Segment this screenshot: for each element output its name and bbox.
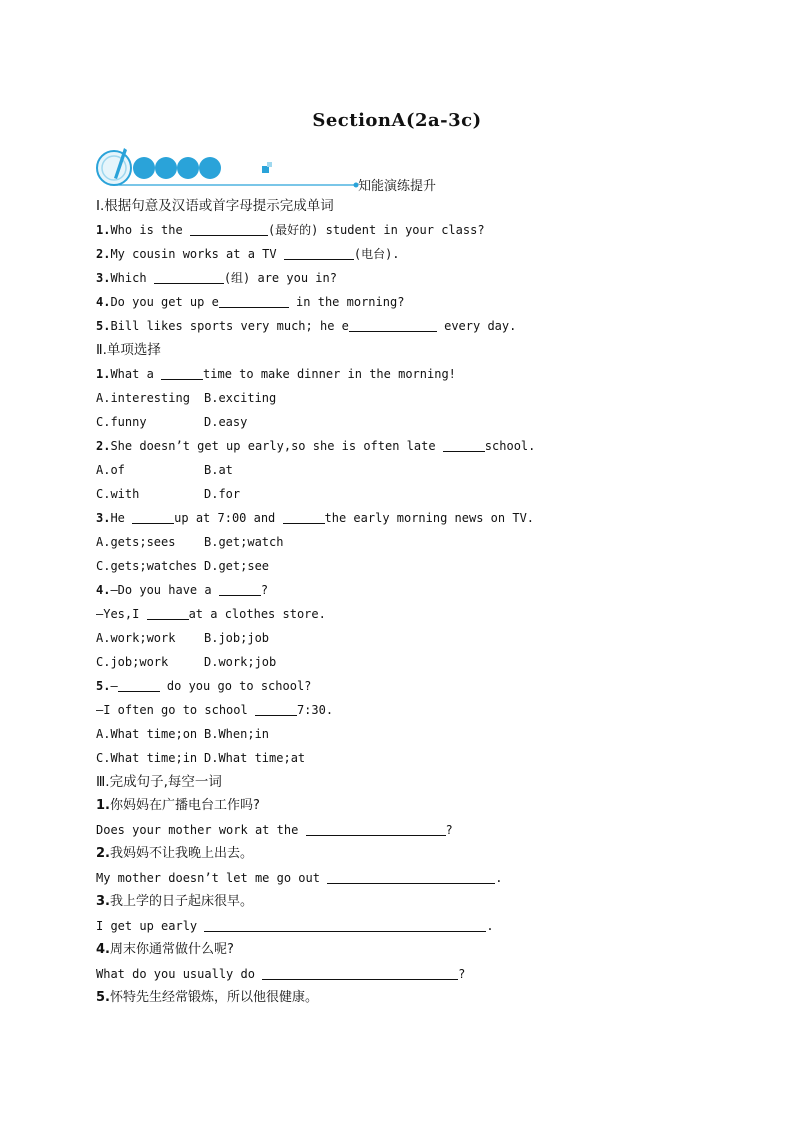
option-a[interactable]: A.interesting (96, 391, 190, 405)
banner-dot (133, 157, 155, 179)
option-b[interactable]: B.job;job (204, 631, 270, 645)
section-heading: Ⅲ.完成句子,每空一词 (96, 774, 222, 790)
option-d[interactable]: D.work;job (204, 655, 277, 669)
option-d[interactable]: D.get;see (204, 559, 270, 573)
options-line (96, 410, 736, 434)
banner-dot (155, 157, 177, 179)
answer-blank[interactable] (147, 605, 189, 620)
options-line (96, 458, 736, 482)
page-title: SectionA(2a-3c) (312, 110, 482, 131)
chinese-prompt: 2.我妈妈不让我晚上出去。 (96, 846, 253, 861)
question-line: 1.What a time to make dinner in the morning! (96, 367, 456, 381)
option-b[interactable]: B.When;in (204, 727, 270, 741)
answer-blank[interactable] (327, 869, 495, 884)
chinese-prompt: 5.怀特先生经常锻炼，所以他很健康。 (96, 990, 318, 1005)
answer-blank[interactable] (154, 269, 224, 284)
answer-blank[interactable] (132, 509, 174, 524)
english-line: My mother doesn’t let me go out . (96, 871, 503, 885)
brush-circle-icon (97, 148, 131, 185)
option-a[interactable]: A.of (96, 463, 125, 477)
answer-blank[interactable] (204, 917, 486, 932)
section-heading: Ⅱ.单项选择 (96, 342, 161, 358)
options-line (96, 482, 736, 506)
option-d[interactable]: D.What time;at (204, 751, 306, 765)
chinese-prompt: 1.你妈妈在广播电台工作吗? (96, 798, 260, 813)
options-line (96, 650, 736, 674)
option-a[interactable]: A.gets;sees (96, 535, 176, 549)
question-line: 2.She doesn’t get up early,so she is often late school. (96, 439, 536, 453)
options-line (96, 746, 736, 770)
answer-blank[interactable] (284, 245, 354, 260)
answer-blank[interactable] (262, 965, 458, 980)
english-line: I get up early . (96, 919, 494, 933)
section-heading: Ⅰ.根据句意及汉语或首字母提示完成单词 (96, 198, 334, 214)
question-line: 2.My cousin works at a TV (电台). (96, 247, 400, 261)
option-c[interactable]: C.funny (96, 415, 147, 429)
question-line: 5.Bill likes sports very much; he e every day. (96, 319, 517, 333)
banner-label: 知能演练提升 (358, 179, 437, 194)
english-line: What do you usually do ? (96, 967, 466, 981)
question-line: 3.Which (组) are you in? (96, 271, 337, 285)
answer-blank[interactable] (255, 701, 297, 716)
question-line: 5.— do you go to school? (96, 679, 312, 693)
option-c[interactable]: C.What time;in (96, 751, 198, 765)
question-line: —I often go to school 7:30. (96, 703, 334, 717)
answer-blank[interactable] (349, 317, 437, 332)
answer-blank[interactable] (219, 581, 261, 596)
question-line: 1.Who is the (最好的) student in your class? (96, 223, 485, 237)
option-b[interactable]: B.exciting (204, 391, 277, 405)
chinese-prompt: 3.我上学的日子起床很早。 (96, 894, 253, 909)
option-c[interactable]: C.job;work (96, 655, 169, 669)
options-line (96, 554, 736, 578)
banner-dot (199, 157, 221, 179)
answer-blank[interactable] (219, 293, 289, 308)
option-a[interactable]: A.What time;on (96, 727, 198, 741)
option-d[interactable]: D.easy (204, 415, 248, 429)
question-line: —Yes,I at a clothes store. (96, 607, 326, 621)
answer-blank[interactable] (443, 437, 485, 452)
worksheet-body (96, 194, 736, 1010)
english-line: Does your mother work at the ? (96, 823, 453, 837)
answer-blank[interactable] (118, 677, 160, 692)
answer-blank[interactable] (190, 221, 268, 236)
options-line (96, 530, 736, 554)
chinese-prompt: 4.周末你通常做什么呢? (96, 942, 234, 957)
option-b[interactable]: B.at (204, 463, 233, 477)
banner-dot (177, 157, 199, 179)
options-line (96, 722, 736, 746)
answer-blank[interactable] (283, 509, 325, 524)
question-line: 4.—Do you have a ? (96, 583, 269, 597)
option-d[interactable]: D.for (204, 487, 241, 501)
options-line (96, 626, 736, 650)
option-a[interactable]: A.work;work (96, 631, 176, 645)
question-line: 4.Do you get up e in the morning? (96, 295, 405, 309)
option-c[interactable]: C.gets;watches (96, 559, 198, 573)
options-line (96, 386, 736, 410)
option-c[interactable]: C.with (96, 487, 140, 501)
option-b[interactable]: B.get;watch (204, 535, 284, 549)
question-line: 3.He up at 7:00 and the early morning news on TV. (96, 511, 535, 525)
answer-blank[interactable] (161, 365, 203, 380)
answer-blank[interactable] (306, 821, 446, 836)
